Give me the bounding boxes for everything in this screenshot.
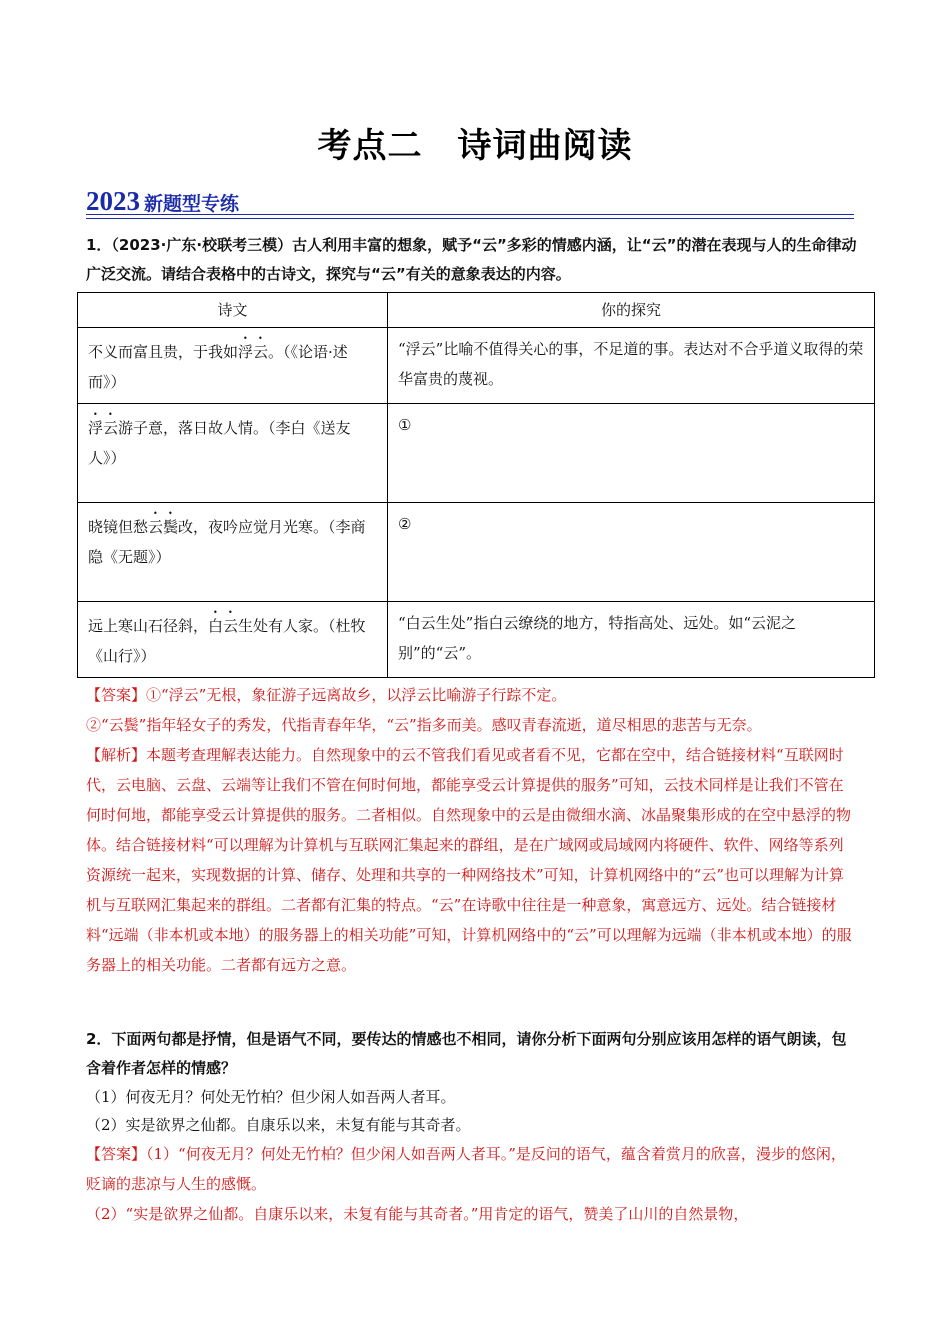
answer-cell: ① <box>388 404 875 503</box>
page-title: 考点二 诗词曲阅读 <box>317 126 633 166</box>
section-year: 2023 <box>86 186 140 216</box>
poem-table <box>77 292 875 678</box>
question-2-sentence-2: （2）实是欲界之仙都。自康乐以来，未复有能与其奇者。 <box>86 1116 471 1134</box>
question-2: 2．下面两句都是抒情，但是语气不同，要传达的情感也不相同，请你分析下面两句分别应该用怎样的语气朗读，包含着作者怎样的情感？ <box>86 1030 847 1077</box>
emphasized-word: 浮云 <box>88 419 119 437</box>
poem-cell: 浮云游子意，落日故人情。（李白《送友人》） <box>78 404 388 503</box>
poem-cell: 远上寒山石径斜，白云生处有人家。（杜牧《山行》） <box>78 602 388 678</box>
analysis-tag: 【解析】 <box>86 746 147 764</box>
header-explore: 你的探究 <box>388 293 875 328</box>
analysis-1: 【解析】本题考查理解表达能力。自然现象中的云不管我们看见或者看不见，它都在空中，结合链接材料“互联网时代，云电脑、云盘、云端等让我们不管在何时何地，都能享受云计算提供的服务”可知，云技术同样是让我们不管在何时何地，都能享受云计算提供的服务。二者相似。自然现象中的云是由微细水滴、冰晶聚集形成的在空中悬浮的物体。结合链接材料“可以理解为计算机与互联网汇集起来的群组，是在广域网或局域网内将硬件、软件、网络等系列资源统一起来，实现数据的计算、储存、处理和共享的一种网络技术”可知，计算机网络中的“云”也可以理解为计算机与互联网汇集起来的群组。二者都有汇集的特点。“云”在诗歌中往往是一种意象，寓意远方、远处。结合链接材料“远端（非本机或本地）的服务器上的相关功能”可知，计算机网络中的“云”可以理解为远端（非本机或本地）的服务器上的相关功能。二者都有远方之意。 <box>86 746 852 974</box>
table-row <box>78 503 875 602</box>
table-row <box>78 328 875 404</box>
answer-1-line-2: ②“云鬓”指年轻女子的秀发，代指青春年华，“云”指多而美。感叹青春流逝，道尽相思的悲苦与无奈。 <box>86 716 762 734</box>
answer-cell: ② <box>388 503 875 602</box>
answer-cell: “白云生处”指白云缭绕的地方，特指高处、远处。如“云泥之别”的“云”。 <box>388 602 875 678</box>
question-2-sentence-1: （1）何夜无月？何处无竹柏？但少闲人如吾两人者耳。 <box>86 1088 456 1106</box>
answer-2-line-1: 【答案】（1）“何夜无月？何处无竹柏？但少闲人如吾两人者耳。”是反问的语气，蕴含着赏月的欣喜，漫步的悠闲，贬谪的悲凉与人生的感慨。 <box>86 1145 846 1193</box>
answer-tag: 【答案】 <box>86 1145 147 1163</box>
emphasized-word: 白云 <box>208 617 239 635</box>
emphasized-word: 云鬓 <box>148 518 179 536</box>
emphasized-word: 浮云 <box>238 343 269 361</box>
answer-1-line-1: 【答案】①“浮云”无根，象征游子远离故乡，以浮云比喻游子行踪不定。 <box>86 686 567 704</box>
poem-cell: 晓镜但愁云鬓改，夜吟应觉月光寒。（李商隐《无题》） <box>78 503 388 602</box>
answer-1-block <box>86 680 858 980</box>
header-poem: 诗文 <box>78 293 388 328</box>
section-label: 新题型专练 <box>144 193 240 215</box>
table-row <box>78 404 875 503</box>
question-1: 1．（2023·广东·校联考三模）古人利用丰富的想象，赋予“云”多彩的情感内涵，让“云”的潜在表现与人的生命律动广泛交流。请结合表格中的古诗文，探究与“云”有关的意象表达的内容。 <box>86 236 857 283</box>
table-row <box>78 602 875 678</box>
answer-cell: “浮云”比喻不值得关心的事，不足道的事。表达对不合乎道义取得的荣华富贵的蔑视。 <box>388 328 875 404</box>
poem-cell: 不义而富且贵，于我如浮云。（《论语·述而》） <box>78 328 388 404</box>
section-rule <box>86 214 854 215</box>
table-header-row <box>78 293 875 328</box>
answer-2-line-2: （2）“实是欲界之仙都。自康乐以来，未复有能与其奇者。”用肯定的语气，赞美了山川的自然景物， <box>86 1205 749 1223</box>
section-rule-thin <box>86 218 854 219</box>
answer-2-block <box>86 1139 858 1229</box>
answer-tag: 【答案】 <box>86 686 147 704</box>
